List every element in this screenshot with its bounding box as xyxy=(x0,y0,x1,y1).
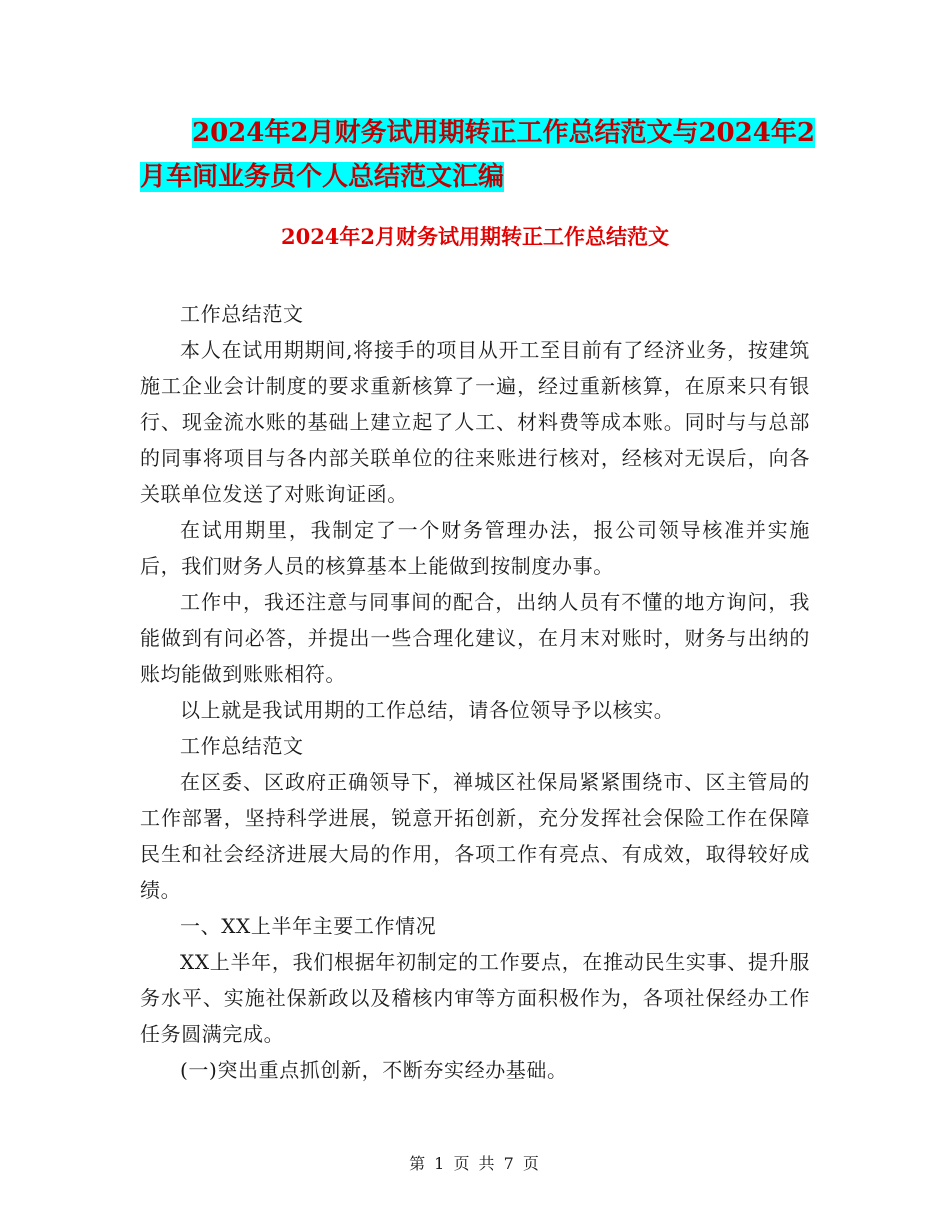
paragraph: 本人在试用期期间,将接手的项目从开工至目前有了经济业务，按建筑施工企业会计制度的要求重新核算了一遍，经过重新核算，在原来只有银行、现金流水账的基础上建立起了人工、材料费等成本账。同时与与总部的同事将项目与各内部关联单位的往来账进行核对，经核对无误后，向各关联单位发送了对账询证函。 xyxy=(140,338,810,506)
paragraph: 工作总结范文 xyxy=(180,302,304,326)
paragraph: 在试用期里，我制定了一个财务管理办法，报公司领导核准并实施后，我们财务人员的核算基本上能做到按制度办事。 xyxy=(140,518,810,578)
paragraph: 在区委、区政府正确领导下，禅城区社保局紧紧围绕市、区主管局的工作部署，坚持科学进展，锐意开拓创新，充分发挥社会保险工作在保障民生和社会经济进展大局的作用，各项工作有亮点、有成效，取得较好成绩。 xyxy=(140,770,810,902)
title-highlight: 月车间业务员个人总结范文汇编 xyxy=(140,162,505,192)
title-highlight: 2024年2月财务试用期转正工作总结范文与2024年2 xyxy=(192,118,815,148)
paragraph: 一、XX上半年主要工作情况 xyxy=(180,914,437,938)
document-title-line-1 xyxy=(140,111,840,155)
page-footer: 第 1 页 共 7 页 xyxy=(409,1154,541,1173)
paragraph: XX上半年，我们根据年初制定的工作要点，在推动民生实事、提升服务水平、实施社保新政以及稽核内审等方面积极作为，各项社保经办工作任务圆满完成。 xyxy=(140,950,810,1046)
section-title: 2024年2月财务试用期转正工作总结范文 xyxy=(280,224,670,249)
document-title xyxy=(140,111,840,199)
document-title-line-2 xyxy=(140,155,840,199)
paragraph: 工作总结范文 xyxy=(180,734,304,758)
document-body xyxy=(140,296,810,1088)
paragraph: (一)突出重点抓创新，不断夯实经办基础。 xyxy=(180,1058,568,1082)
paragraph: 以上就是我试用期的工作总结，请各位领导予以核实。 xyxy=(180,698,675,722)
paragraph: 工作中，我还注意与同事间的配合，出纳人员有不懂的地方询问，我能做到有问必答，并提出一些合理化建议，在月末对账时，财务与出纳的账均能做到账账相符。 xyxy=(140,590,810,686)
